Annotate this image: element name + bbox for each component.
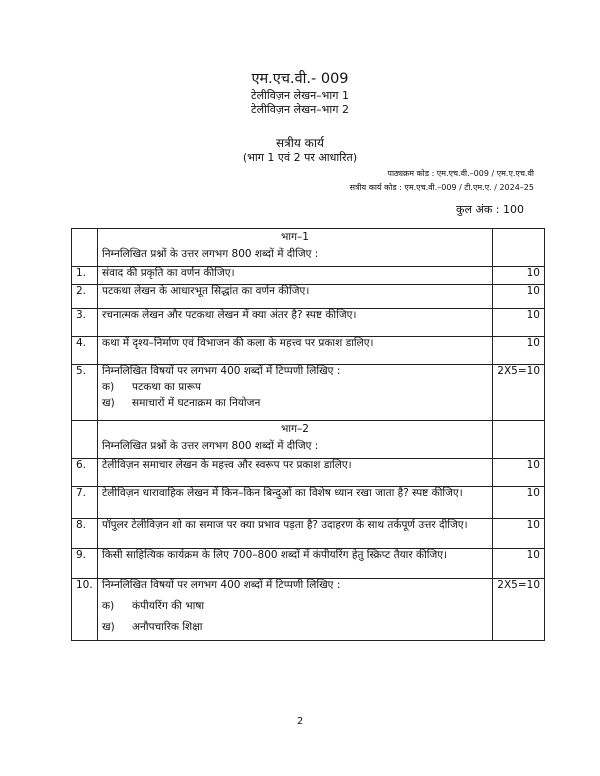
question-row <box>72 365 545 421</box>
section-no-cell <box>72 229 98 267</box>
question-row <box>72 285 545 309</box>
section-title: भाग–2 <box>281 423 309 435</box>
question-number: 5. <box>72 365 98 421</box>
section-cell <box>98 229 493 267</box>
question-number: 10. <box>72 579 98 641</box>
question-marks: 10 <box>493 285 545 309</box>
question-text-cell <box>98 365 493 421</box>
sub-question <box>102 613 488 634</box>
question-number: 9. <box>72 549 98 579</box>
sub-question <box>102 592 488 613</box>
sub-question-label: ख) <box>102 621 115 633</box>
question-text: निम्नलिखित विषयों पर लगभग 400 शब्दों में टिप्पणी लिखिए : <box>102 365 341 377</box>
question-marks: 10 <box>493 487 545 519</box>
question-row <box>72 519 545 549</box>
section-marks-cell <box>493 229 545 267</box>
section-cell <box>98 421 493 459</box>
sub-question-text: पटकथा का प्रारूप <box>132 381 202 393</box>
question-marks: 10 <box>493 549 545 579</box>
sub-question-text: कंपीयरिंग की भाषा <box>132 600 205 612</box>
section-title: भाग–1 <box>281 231 309 243</box>
question-text: पटकथा लेखन के आधारभूत सिद्धांत का वर्णन कीजिए। <box>98 285 493 309</box>
question-number: 1. <box>72 267 98 285</box>
sub-question <box>102 394 488 410</box>
question-marks: 10 <box>493 267 545 285</box>
question-row <box>72 337 545 365</box>
question-marks: 10 <box>493 337 545 365</box>
question-number: 6. <box>72 459 98 487</box>
question-text: टेलीविज़न समाचार लेखन के महत्त्व और स्वरूप पर प्रकाश डालिए। <box>98 459 493 487</box>
question-text: संवाद की प्रकृति का वर्णन कीजिए। <box>98 267 493 285</box>
question-marks: 10 <box>493 519 545 549</box>
question-row <box>72 579 545 641</box>
section-header-row <box>72 421 545 459</box>
course-subtitle-part-1: टेलीविज़न लेखन–भाग 1 <box>251 89 349 102</box>
total-marks: कुल अंक : 100 <box>456 203 524 216</box>
question-row <box>72 309 545 337</box>
question-row <box>72 549 545 579</box>
question-number: 7. <box>72 487 98 519</box>
sub-question <box>102 378 488 394</box>
sub-question-text: समाचारों में घटनाक्रम का नियोजन <box>132 397 261 409</box>
section-header-row <box>72 229 545 267</box>
question-marks: 2X5=10 <box>493 365 545 421</box>
course-code-meta: पाठ्यक्रम कोड : एम.एच.वी.–009 / एम.ए.एच.वी <box>387 169 534 178</box>
question-row <box>72 267 545 285</box>
sub-question-label: क) <box>102 600 115 612</box>
question-number: 8. <box>72 519 98 549</box>
question-text-cell <box>98 579 493 641</box>
question-marks: 10 <box>493 309 545 337</box>
question-row <box>72 459 545 487</box>
question-text: कथा में दृश्य–निर्माण एवं विभाजन की कला के महत्त्व पर प्रकाश डालिए। <box>98 337 493 365</box>
question-number: 4. <box>72 337 98 365</box>
section-marks-cell <box>493 421 545 459</box>
question-row <box>72 487 545 519</box>
assignment-heading: सत्रीय कार्य <box>276 136 324 150</box>
question-text: रचनात्मक लेखन और पटकथा लेखन में क्या अंतर है? स्पष्ट कीजिए। <box>98 309 493 337</box>
section-instruction: निम्नलिखित प्रश्नों के उत्तर लगभग 800 शब्दों में दीजिए : <box>102 248 319 260</box>
question-number: 3. <box>72 309 98 337</box>
question-text: पॉपुलर टेलीविज़न शो का समाज पर क्या प्रभाव पड़ता है? उदाहरण के साथ तर्कपूर्ण उत्तर दीजिए। <box>98 519 493 549</box>
sub-question-label: ख) <box>102 397 115 409</box>
course-subtitle-part-2: टेलीविज़न लेखन–भाग 2 <box>251 103 349 116</box>
question-text: टेलीविज़न धारावाहिक लेखन में किन–किन बिन्दुओं का विशेष ध्यान रखा जाता है? स्पष्ट कीजिए। <box>98 487 493 519</box>
question-marks: 2X5=10 <box>493 579 545 641</box>
course-code: एम.एच.वी.- 009 <box>251 71 349 87</box>
section-no-cell <box>72 421 98 459</box>
question-number: 2. <box>72 285 98 309</box>
question-text: किसी साहित्यिक कार्यक्रम के लिए 700–800 शब्दों में कंपीयरिंग हेतु स्क्रिप्ट तैयार कीजिए। <box>98 549 493 579</box>
question-text: निम्नलिखित विषयों पर लगभग 400 शब्दों में टिप्पणी लिखिए : <box>102 579 341 591</box>
assignment-based-on: (भाग 1 एवं 2 पर आधारित) <box>242 151 358 164</box>
question-table <box>71 228 545 641</box>
page-number: 2 <box>296 716 304 727</box>
section-instruction: निम्नलिखित प्रश्नों के उत्तर लगभग 800 शब्दों में दीजिए : <box>102 440 319 452</box>
question-marks: 10 <box>493 459 545 487</box>
sub-question-label: क) <box>102 381 115 393</box>
assignment-code-meta: सत्रीय कार्य कोड : एम.एच.वी.–009 / टी.एम.ए. / 2024–25 <box>349 183 534 192</box>
sub-question-text: अनौपचारिक शिक्षा <box>132 621 203 633</box>
